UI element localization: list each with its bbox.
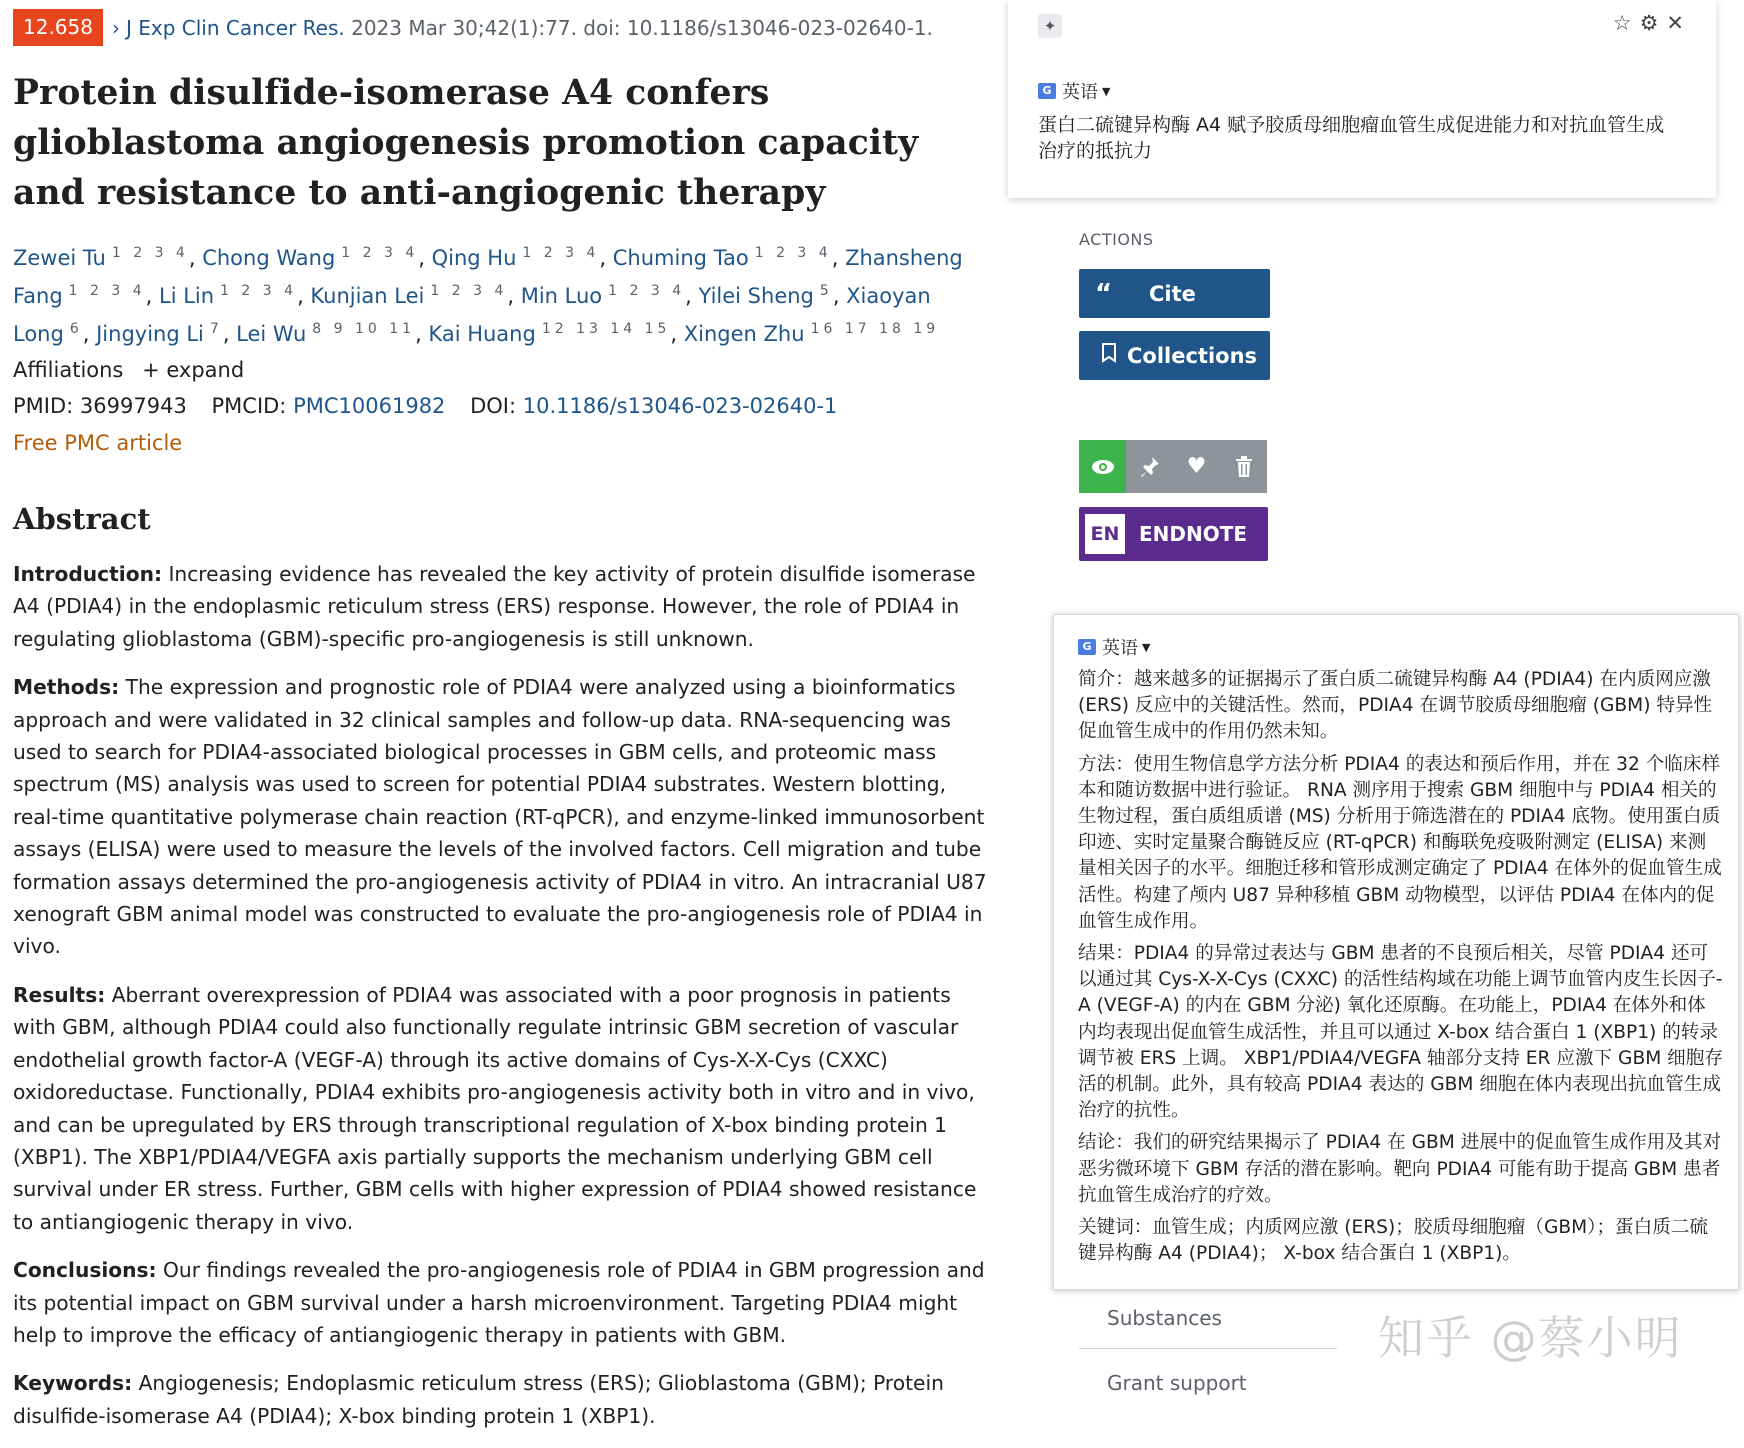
translated-keywords: 关键词：血管生成；内质网应激 (ERS)；胶质母细胞瘤（GBM）；蛋白质二硫键异构酶 A4 (PDIA4)； X-box 结合蛋白 1 (XBP1)。 (1078, 1217, 1709, 1265)
endnote-button[interactable] (1079, 507, 1268, 561)
substances-link[interactable]: Substances (1107, 1306, 1222, 1330)
author-affiliation-refs[interactable]: 6 (69, 321, 83, 337)
author-link[interactable]: Li Lin (159, 284, 215, 308)
collections-button[interactable] (1079, 331, 1270, 380)
results-label: Results: (13, 982, 106, 1007)
translated-abstract (1078, 667, 1724, 1273)
citation-details: 2023 Mar 30;42(1):77. doi: 10.1186/s13046-023-02640-1. (351, 15, 933, 40)
language-selector[interactable] (1038, 78, 1110, 104)
cite-label: Cite (1149, 281, 1196, 306)
expand-label: expand (166, 358, 245, 382)
grant-support-link[interactable]: Grant support (1107, 1371, 1247, 1395)
cite-button[interactable] (1079, 269, 1270, 318)
pmcid-link[interactable]: PMC10061982 (293, 394, 446, 418)
impact-factor-badge: 12.658 (13, 9, 103, 46)
chevron-right-icon: › (111, 15, 120, 40)
caret-down-icon: ▼ (1142, 640, 1151, 654)
abstract-introduction (13, 558, 988, 655)
translate-icon: G (1038, 83, 1056, 99)
conclusions-text: Our findings revealed the pro-angiogenesis role of PDIA4 in GBM progression and its potential impact on GBM survival under a harsh microenvironment. Targeting PDIA4 might help to improve the efficacy of antiangiogenic therapy in patients with GBM. (13, 1258, 985, 1347)
author-link[interactable]: Kai Huang (428, 322, 536, 346)
author-affiliation-refs[interactable]: 16 17 18 19 (810, 321, 940, 337)
author-affiliation-refs[interactable]: 12 13 14 15 (541, 321, 671, 337)
methods-text: The expression and prognostic role of PDIA4 were analyzed using a bioinformatics approach and were validated in 32 clinical samples and follow-up data. RNA-sequencing was used to search for PDIA4-associated biological processes in GBM cells, and proteomic mass spectrum (MS) analysis was used to screen for potential PDIA4 substrates. Western blotting, real-time quantitative polymerase chain reaction (RT-qPCR), and enzyme-linked immunosorbent assays (ELISA) were used to measure the levels of the involved factors. Cell migration and tube formation assays determined the pro-angiogenesis activity of PDIA4 in vitro. An intracranial U87 xenograft GBM animal model was constructed to evaluate the pro-angiogenesis role of PDIA4 in vivo. (13, 675, 987, 959)
gear-icon[interactable]: ⚙ (1639, 11, 1667, 35)
pmid-label: PMID: (13, 394, 74, 418)
citation-bar (13, 9, 933, 46)
author-link[interactable]: Yilei Sheng (698, 284, 814, 308)
pin-icon[interactable]: ✦ (1038, 14, 1062, 38)
affiliations-row[interactable] (13, 358, 244, 382)
translation-popup-abstract (1053, 614, 1739, 1290)
language-label: 英语 (1062, 82, 1098, 103)
keywords-label: Keywords: (13, 1371, 133, 1396)
translated-introduction: 简介：越来越多的证据揭示了蛋白质二硫键异构酶 A4 (PDIA4) 在内质网应激 (ERS) 反应中的关键活性。然而，PDIA4 在调节胶质母细胞瘤 (GBM) 特异性促血管生成中的作用仍然未知。 (1078, 669, 1713, 743)
author-list: Zewei Tu $^{1 2 3 4}$, Chong Wang $^{1 2 3 4}$, Qing Hu $^{1 2 3 4}$, Chuming Tao $^{1 2 3 4}$, Zhansheng Fang $^{1 2 3 4}$, Li Lin $^{1 2 3 4}$, Kunjian Lei $^{1 2 3 4}$, Min Luo $^{1 2 3 4}$, Yilei Sheng $^5$, Xiaoyan Long $^6$, Jingying Li $^7$, Lei Wu $^{8 9 10 11}$, Kai Huang $^{12 13 14 15}$, Xingen Zhu $^{16 17 18 19}$ (13, 245, 963, 346)
eye-icon[interactable] (1079, 440, 1126, 493)
close-icon[interactable]: ✕ (1666, 11, 1692, 35)
abstract-methods (13, 671, 988, 963)
caret-down-icon: ▼ (1102, 84, 1111, 98)
author-link[interactable]: Min Luo (520, 284, 603, 308)
doi-label: DOI: (470, 394, 517, 418)
article-title: Protein disulfide-isomerase A4 confers glioblastoma angiogenesis promotion capacity and resistance to anti-angiogenic therapy (13, 73, 919, 213)
author-affiliation-refs[interactable]: 8 9 10 11 (312, 321, 416, 337)
expand-affiliations[interactable] (142, 358, 244, 382)
identifiers-row (13, 394, 837, 418)
author-affiliation-refs[interactable]: 1 2 3 4 (220, 283, 298, 299)
extension-toolbar (1079, 440, 1268, 493)
citation-text (112, 16, 933, 40)
journal-link[interactable]: J Exp Clin Cancer Res. (125, 15, 345, 40)
language-selector[interactable] (1078, 634, 1150, 660)
abstract-keywords (13, 1367, 988, 1432)
author-affiliation-refs[interactable]: 1 2 3 4 (754, 245, 832, 261)
conclusions-label: Conclusions: (13, 1258, 157, 1283)
methods-label: Methods: (13, 675, 120, 700)
collections-label: Collections (1127, 343, 1258, 368)
author-affiliation-refs[interactable]: 1 2 3 4 (430, 283, 508, 299)
trash-icon[interactable] (1220, 440, 1267, 493)
bookmark-icon (1101, 343, 1127, 368)
translate-icon: G (1078, 639, 1096, 655)
author-affiliation-refs[interactable]: 1 2 3 4 (608, 283, 686, 299)
author-affiliation-refs[interactable]: 1 2 3 4 (522, 245, 600, 261)
doi-link[interactable]: 10.1186/s13046-023-02640-1 (522, 394, 838, 418)
author-affiliation-refs[interactable]: 1 2 3 4 (341, 245, 419, 261)
actions-heading: ACTIONS (1079, 230, 1154, 249)
endnote-label: ENDNOTE (1139, 522, 1248, 546)
pin-tool-icon[interactable] (1126, 440, 1173, 493)
abstract-body (13, 558, 988, 1448)
results-text: Aberrant overexpression of PDIA4 was associated with a poor prognosis in patients with GBM, although PDIA4 could also functionally regulate intrinsic GBM secretion of vascular endothelial growth factor-A (VEGF-A) through its active domains of Cys-X-X-Cys (CXXC) oxidoreductase. Functionally, PDIA4 exhibits pro-angiogenesis activity both in vitro and in vivo, and can be upregulated by ERS through transcriptional regulation of X-box binding protein 1 (XBP1). The XBP1/PDIA4/VEGFA axis partially supports the mechanism underlying GBM cell survival under ER stress. Further, GBM cells with higher expression of PDIA4 showed resistance to antiangiogenic therapy in vivo. (13, 982, 977, 1234)
watermark: 知乎 @蔡小明 (1378, 1311, 1683, 1365)
intro-label: Introduction: (13, 562, 163, 586)
author-link[interactable]: Qing Hu (431, 246, 517, 270)
translated-title: 蛋白二硫键异构酶 A4 赋予胶质母细胞瘤血管生成促进能力和对抗血管生成治疗的抵抗力 (1038, 114, 1665, 162)
translated-conclusions: 结论：我们的研究结果揭示了 PDIA4 在 GBM 进展中的促血管生成作用及其对恶劣微环境下 GBM 存活的潜在影响。靶向 PDIA4 可能有助于提高 GBM 患者抗血管生成治疗的疗效。 (1078, 1132, 1722, 1206)
pmcid-label: PMCID: (211, 394, 287, 418)
author-link[interactable]: Jingying Li (96, 322, 204, 346)
abstract-conclusions (13, 1254, 988, 1351)
keywords-text: Angiogenesis; Endoplasmic reticulum stress (ERS); Glioblastoma (GBM); Protein disulfide-isomerase A4 (PDIA4); X-box binding protein 1 (XBP1). (13, 1371, 944, 1428)
author-link[interactable]: Xingen Zhu (683, 322, 805, 346)
intro-text: Increasing evidence has revealed the key activity of protein disulfide isomerase A4 (PDIA4) in the endoplasmic reticulum stress (ERS) response. However, the role of PDIA4 in regulating glioblastoma (GBM)-specific pro-angiogenesis is still unknown. (13, 562, 976, 651)
author-link[interactable]: Lei Wu (236, 322, 307, 346)
abstract-heading: Abstract (13, 502, 151, 536)
abstract-results (13, 979, 988, 1238)
author-link[interactable]: Xiaoyan Long (13, 284, 931, 346)
translated-methods: 方法：使用生物信息学方法分析 PDIA4 的表达和预后作用，并在 32 个临床样本和随访数据中进行验证。 RNA 测序用于搜索 GBM 细胞中与 PDIA4 相关的生物过程，蛋白质组质谱 (MS) 分析用于筛选潜在的 PDIA4 底物。使用蛋白质印迹、实时定量聚合酶链反应 (RT-qPCR) 和酶联免疫吸附测定 (ELISA) 来测量相关因子的水平。细胞迁移和管形成测定确定了 PDIA4 在体外的促血管生成活性。构建了颅内 U87 异种移植 GBM 动物模型，以评估 PDIA4 在体内的促血管生成作用。 (1078, 753, 1722, 932)
heart-icon[interactable]: ♥ (1173, 440, 1220, 493)
translation-popup-title (1008, 0, 1716, 198)
author-affiliation-refs[interactable]: 1 2 3 4 (111, 245, 189, 261)
author-link[interactable]: Zewei Tu (13, 246, 106, 270)
sidebar-divider (1079, 1348, 1337, 1349)
author-link[interactable]: Chuming Tao (612, 246, 749, 270)
author-affiliation-refs[interactable]: 1 2 3 4 (68, 283, 146, 299)
plus-icon: + (142, 358, 160, 382)
translated-results: 结果：PDIA4 的异常过表达与 GBM 患者的不良预后相关，尽管 PDIA4 还可以通过其 Cys-X-X-Cys (CXXC) 的活性结构域在功能上调节血管内皮生长因子-A (VEGF-A) 的内在 GBM 分泌) 氧化还原酶。在功能上，PDIA4 在体外和体内均表现出促血管生成活性，并且可以通过 X-box 结合蛋白 1 (XBP1) 的转录调节被 ERS 上调。 XBP1/PDIA4/VEGFA 轴部分支持 ER 应激下 GBM 细胞存活的机制。此外，具有较高 PDIA4 表达的 GBM 细胞在体内表现出抗血管生成治疗的抗性。 (1078, 943, 1723, 1122)
popup-toolbar (1613, 11, 1692, 35)
author-link[interactable]: Chong Wang (202, 246, 336, 270)
author-affiliation-refs[interactable]: 5 (819, 283, 833, 299)
star-icon[interactable]: ☆ (1612, 11, 1640, 35)
endnote-badge: EN (1085, 514, 1125, 554)
pmid-value: 36997943 (79, 394, 187, 418)
author-affiliation-refs[interactable]: 7 (209, 321, 223, 337)
language-label: 英语 (1102, 638, 1138, 659)
author-link[interactable]: Kunjian Lei (310, 284, 425, 308)
author-link[interactable]: Zhansheng Fang (13, 246, 963, 308)
quote-icon: “ (1095, 278, 1113, 309)
affiliations-label: Affiliations (13, 358, 124, 382)
free-pmc-article-link[interactable]: Free PMC article (13, 431, 183, 455)
